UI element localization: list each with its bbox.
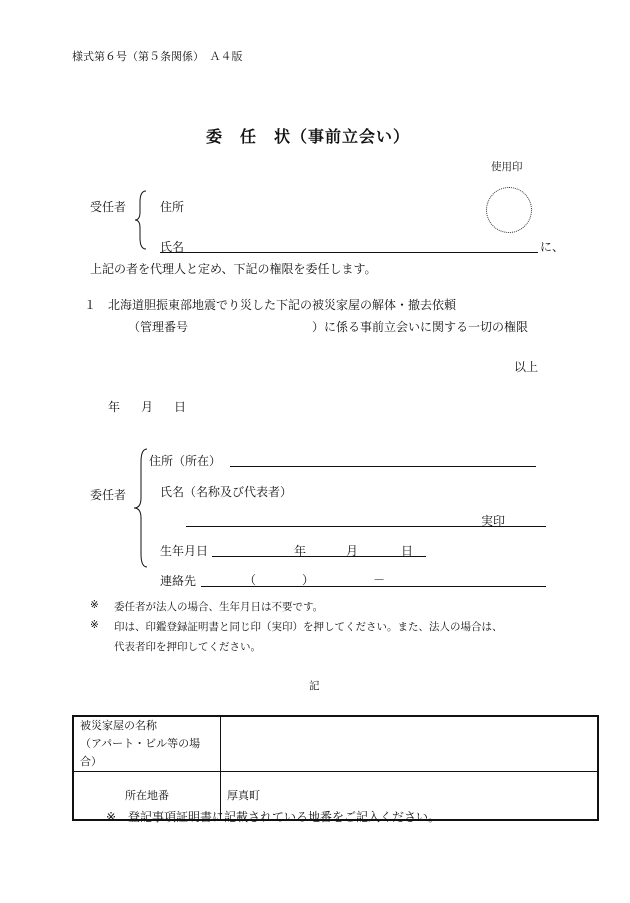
closing-text: 以上: [514, 360, 539, 374]
birth-line[interactable]: [212, 556, 426, 557]
delegation-text: 上記の者を代理人と定め、下記の権限を委任します。: [90, 262, 377, 276]
contact-dash: －: [373, 573, 386, 587]
property-name-cell[interactable]: [221, 716, 599, 772]
table-label-cell: [73, 716, 221, 772]
agent-label: 受任者: [90, 200, 127, 214]
row-label: 被災家屋の名称: [80, 719, 157, 732]
item1-line2-prefix: （管理番号: [128, 320, 189, 334]
seal-label: 使用印: [491, 161, 523, 173]
note-text: 委任者が法人の場合、生年月日は不要です。: [114, 601, 324, 613]
contact-paren-close: ）: [302, 573, 315, 587]
item1-line2-suffix: ）に係る事前立会いに関する一切の権限: [312, 320, 529, 334]
document-title: 委 任 状（事前立会い）: [206, 127, 411, 146]
principal-label: 委任者: [90, 488, 127, 502]
principal-name-label: 氏名（名称及び代表者）: [160, 485, 293, 499]
agent-name-suffix: に、: [540, 240, 565, 254]
birth-year: 年: [294, 544, 307, 558]
date-year: 年: [108, 400, 121, 414]
row-label-sub: （アパート・ビル等の場合）: [80, 737, 201, 768]
principal-brace: [133, 448, 149, 568]
principal-address-label: 住所（所在）: [149, 454, 222, 468]
contact-label: 連絡先: [160, 574, 197, 588]
lot-number-cell[interactable]: 厚真町: [221, 772, 599, 820]
contact-paren-open: （: [244, 573, 257, 587]
note-mark: ※: [90, 599, 99, 611]
agent-brace: [134, 190, 148, 250]
birth-day: 日: [401, 544, 414, 558]
birth-label: 生年月日: [160, 544, 209, 558]
form-number: 様式第６号（第５条関係） Ａ４版: [72, 50, 243, 63]
agent-name-line[interactable]: [160, 252, 538, 253]
date-month: 月: [141, 400, 154, 414]
row-label: 所在地番: [125, 789, 169, 803]
note-mark: ※: [90, 619, 99, 631]
principal-address-line[interactable]: [230, 466, 536, 467]
table-row: [73, 716, 598, 772]
footnote: ※ 登記事項証明書に記載されている地番をご記入ください。: [106, 810, 441, 824]
agent-name-label: 氏名: [160, 240, 185, 254]
ki-heading: 記: [309, 680, 320, 692]
note-text: 代表者印を押印してください。: [114, 641, 261, 653]
record-table: [72, 715, 599, 821]
seal-circle: [486, 187, 532, 233]
note-text: 印は、印鑑登録証明書と同じ印（実印）を押してください。また、法人の場合は、: [114, 621, 503, 633]
date-day: 日: [174, 400, 187, 414]
birth-month: 月: [346, 544, 359, 558]
principal-seal-label: 実印: [481, 514, 506, 528]
item1-line1: １ 北海道胆振東部地震でり災した下記の被災家屋の解体・撤去依頼: [84, 298, 457, 312]
agent-address-label: 住所: [160, 200, 185, 214]
